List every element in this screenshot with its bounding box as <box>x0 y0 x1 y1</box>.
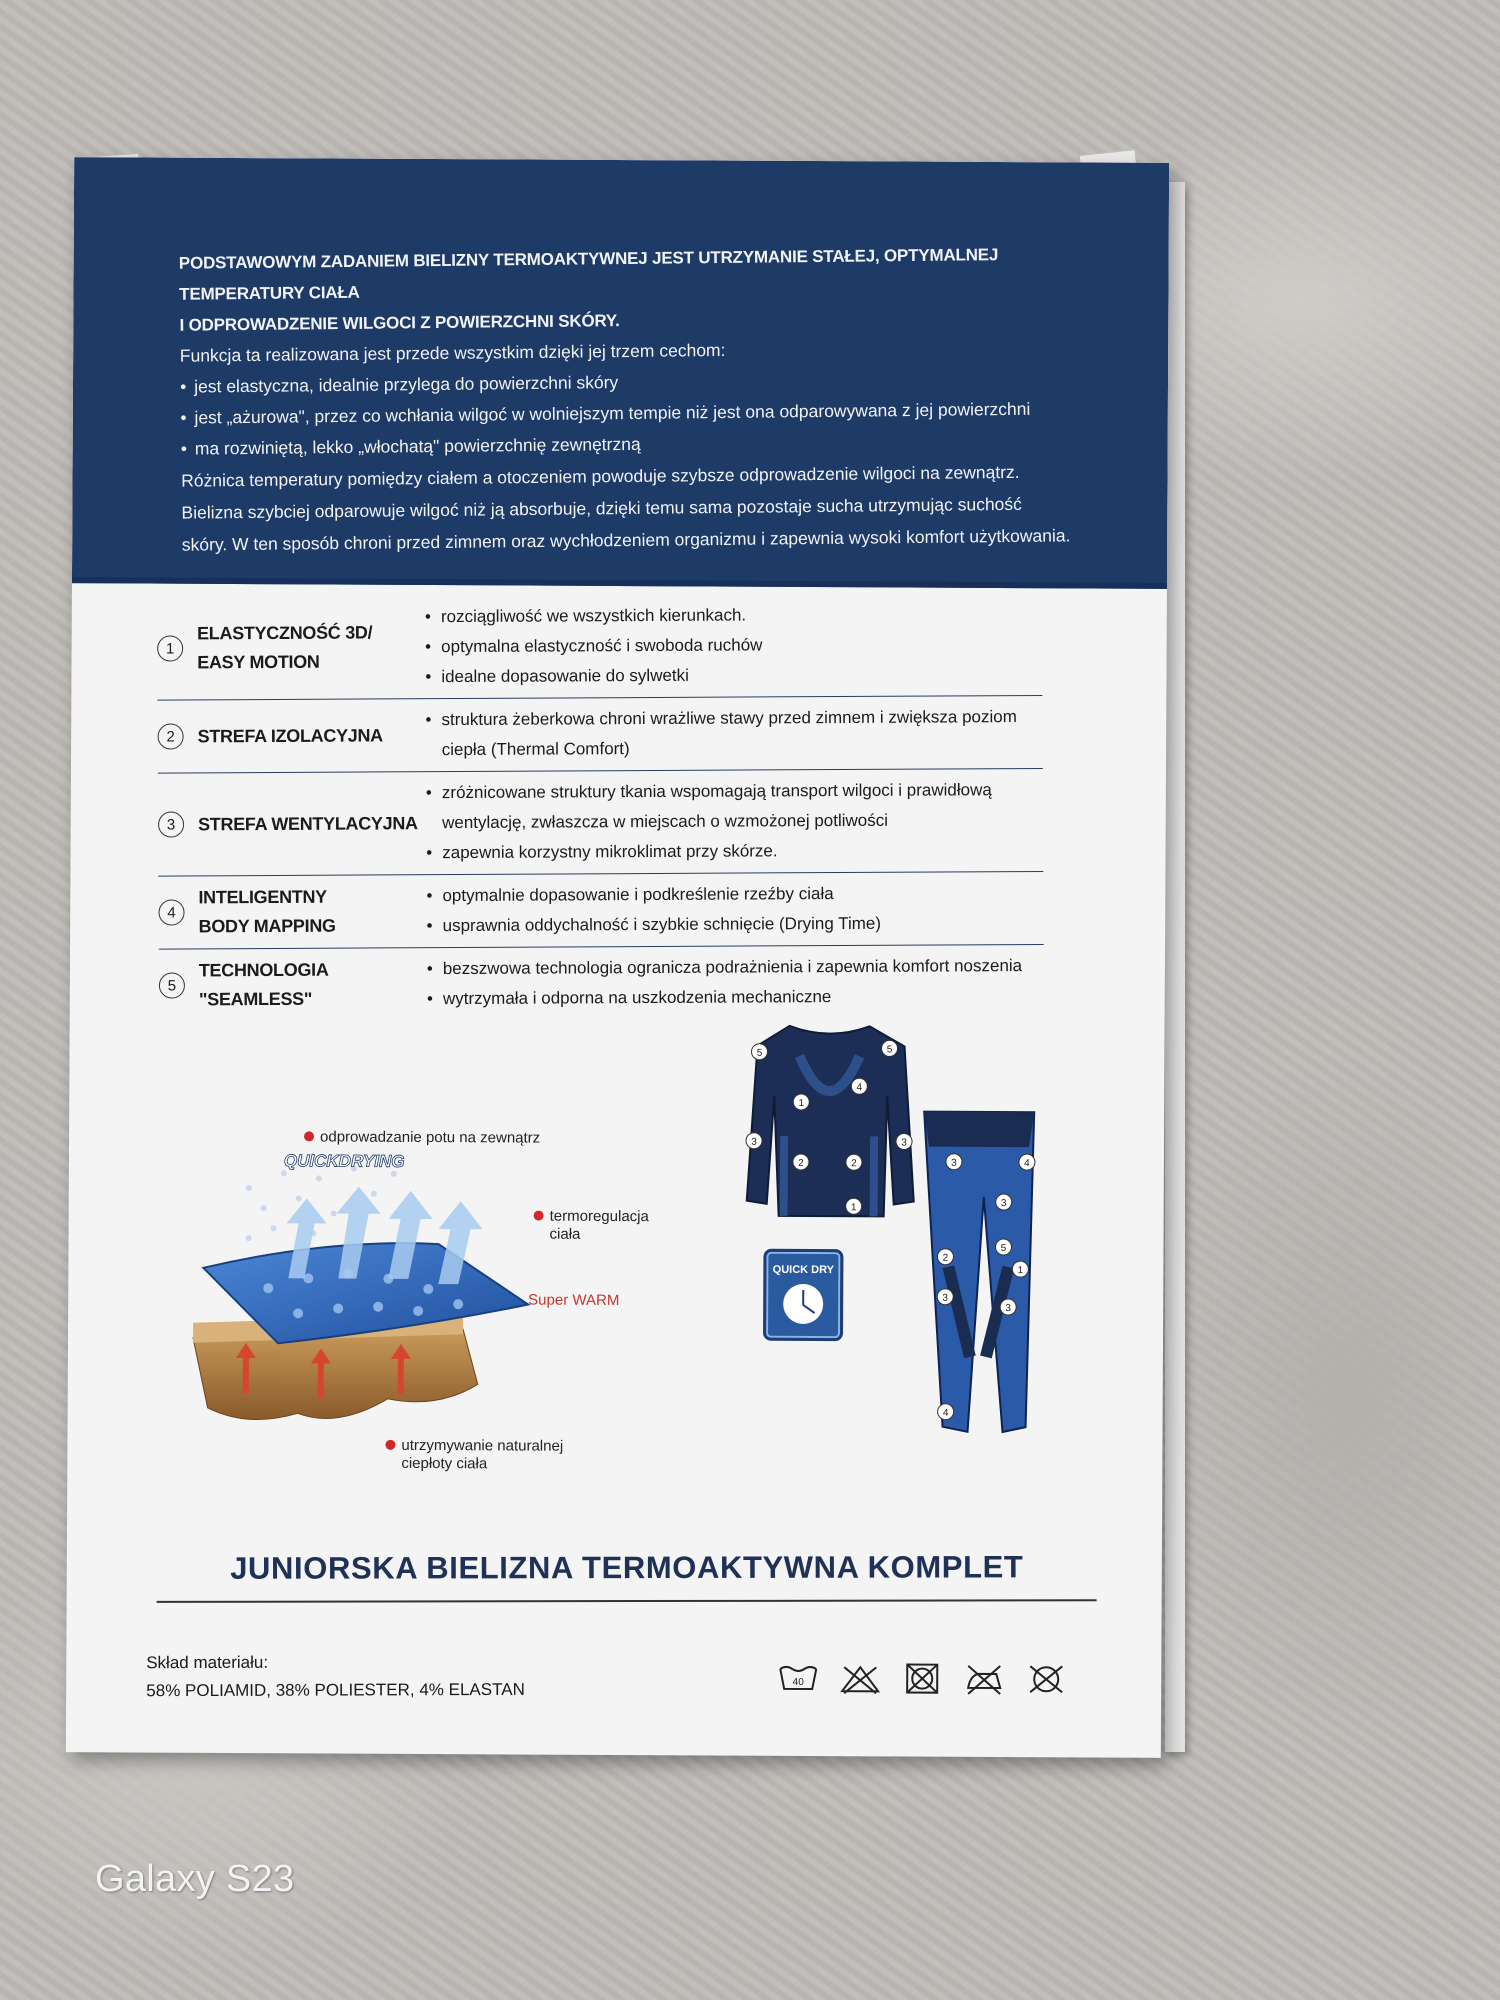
garment-marker-label: 1 <box>798 1097 805 1109</box>
garment-marker-label: 1 <box>850 1202 857 1214</box>
svg-text:40: 40 <box>792 1676 804 1688</box>
feature-description: • bezszwowa technologia ogranicza podrażnienia i zapewnia komfort noszenia • wytrzymała i odporna na uszkodzenia mechaniczne <box>427 951 1044 1014</box>
label-thermoregulation: termoregulacja ciała <box>534 1208 649 1245</box>
garment-marker-label: 2 <box>942 1252 949 1264</box>
garment-marker-label: 3 <box>1000 1198 1007 1210</box>
feature-name: STREFA WENTYLACYJNA <box>198 812 418 834</box>
material-value: 58% POLIAMID, 38% POLIESTER, 4% ELASTAN <box>146 1679 525 1701</box>
feature-name: TECHNOLOGIA "SEAMLESS" <box>198 959 328 1010</box>
intro-line-2: I ODPROWADZENIE WILGOCI Z POWIERZCHNI SKÓRY. <box>179 311 620 335</box>
intro-paragraph: Różnica temperatury pomiędzy ciałem a otoczeniem powoduje szybsze odprowadzenie wilgoci na zewnątrz. Bielizna szybciej odparowuje wilgoć niż ją absorbuje, dzięki temu sama pozostaje sucha utrzymując suchość skóry. W ten sposób chroni przed zimnem oraz wychłodzeniem organizmu i zapewnia wysoki komfort użytkowania. <box>181 461 1071 555</box>
no-dry-clean-icon <box>1024 1662 1068 1696</box>
intro-bullets <box>180 362 1071 464</box>
feature-row <box>158 769 1044 877</box>
intro-text <box>179 238 1072 560</box>
garment-marker-label: 2 <box>798 1157 804 1169</box>
feature-number: 5 <box>159 972 185 998</box>
intro-line-3: Funkcja ta realizowana jest przede wszystkim dzięki jej trzem cechom: <box>179 339 726 366</box>
garment-marker-label: 3 <box>1005 1303 1011 1315</box>
garment-marker-label: 4 <box>942 1407 949 1419</box>
feature-name: ELASTYCZNOŚĆ 3D/ EASY MOTION <box>197 622 373 673</box>
garment-marker-label: 3 <box>751 1136 757 1148</box>
label-sweat: odprowadzanie potu na zewnątrz <box>304 1128 540 1147</box>
garment-marker-label: 4 <box>1024 1158 1030 1170</box>
feature-number: 3 <box>158 811 184 837</box>
intro-bullet: • jest „ażurowa", przez co wchłania wilgoć w wolniejszym tempie niż jest ona odparowywana z jej powierzchni <box>180 393 1070 433</box>
quickdrying-label: QUICKDRYING <box>283 1151 405 1171</box>
feature-row <box>157 696 1042 774</box>
garment-marker-label: 3 <box>951 1157 957 1169</box>
features-table <box>157 593 1044 1022</box>
info-band <box>72 157 1169 589</box>
garment-marker-label: 1 <box>1017 1265 1024 1277</box>
feature-number: 2 <box>158 723 184 749</box>
product-title: JUNIORSKA BIELIZNA TERMOAKTYWNA KOMPLET <box>230 1549 1024 1586</box>
feature-description: • struktura żeberkowa chroni wrażliwe stawy przed zimnem i zwiększa poziom ciepła (Thermal Comfort) <box>425 702 1042 765</box>
garment-marker-label: 3 <box>901 1137 907 1149</box>
feature-description: • zróżnicowane struktury tkania wspomagają transport wilgoci i prawidłową wentylację, zwłaszcza w miejscach o wzmożonej potliwości • zapewnia korzystny mikroklimat przy skórze. <box>426 775 1043 868</box>
garment-marker-label: 5 <box>886 1044 893 1056</box>
garment-marker-label: 3 <box>942 1292 949 1304</box>
garment-marker-label: 5 <box>1000 1243 1007 1255</box>
care-symbols <box>776 1661 1068 1697</box>
feature-name: STREFA IZOLACYJNA <box>197 724 383 746</box>
graphics-area <box>67 997 1165 1623</box>
label-natural-heat: utrzymywanie naturalnej ciepłoty ciała <box>385 1437 563 1474</box>
material-label: Skład materiału: <box>146 1652 269 1673</box>
no-bleach-icon <box>838 1661 882 1695</box>
feature-number: 4 <box>158 899 184 925</box>
no-iron-icon <box>962 1662 1006 1696</box>
clock-icon <box>783 1284 823 1324</box>
feature-description: • rozciągliwość we wszystkich kierunkach. • optymalna elastyczność i swoboda ruchów • idealne dopasowanie do sylwetki <box>425 599 1042 692</box>
wash-40-icon <box>776 1661 820 1695</box>
garment-marker-label: 4 <box>856 1082 863 1094</box>
intro-bullet: • ma rozwiniętą, lekko „włochatą" powierzchnię zewnętrzną <box>181 424 1071 464</box>
thermal-pants-illustration <box>907 1107 1049 1443</box>
thermal-shirt-illustration <box>739 1016 920 1232</box>
quick-dry-badge: QUICK DRY <box>763 1249 843 1341</box>
box-side-edge <box>1165 182 1185 1752</box>
feature-number: 1 <box>157 635 183 661</box>
feature-row <box>157 593 1043 701</box>
feature-description: • optymalnie dopasowanie i podkreślenie rzeźby ciała • usprawnia oddychalność i szybkie schnięcie (Drying Time) <box>426 878 1043 941</box>
feature-row <box>158 872 1043 950</box>
camera-watermark: Galaxy S23 <box>95 1858 295 1900</box>
garment-marker-label: 5 <box>756 1047 763 1059</box>
intro-line-1: PODSTAWOWYM ZADANIEM BIELIZNY TERMOAKTYWNEJ JEST UTRZYMANIE STAŁEJ, OPTYMALNEJ TEMPERATURY CIAŁA <box>178 245 999 304</box>
no-tumble-dry-icon <box>900 1661 944 1695</box>
product-box <box>66 157 1169 1758</box>
garment-marker-label: 2 <box>851 1158 857 1170</box>
feature-name: INTELIGENTNY BODY MAPPING <box>198 886 336 937</box>
material-composition <box>146 1648 525 1705</box>
label-superwarm: Super WARM <box>528 1291 620 1310</box>
fabric-layers-illustration <box>188 1128 590 1430</box>
intro-bullet: • jest elastyczna, idealnie przylega do powierzchni skóry <box>180 362 1070 402</box>
